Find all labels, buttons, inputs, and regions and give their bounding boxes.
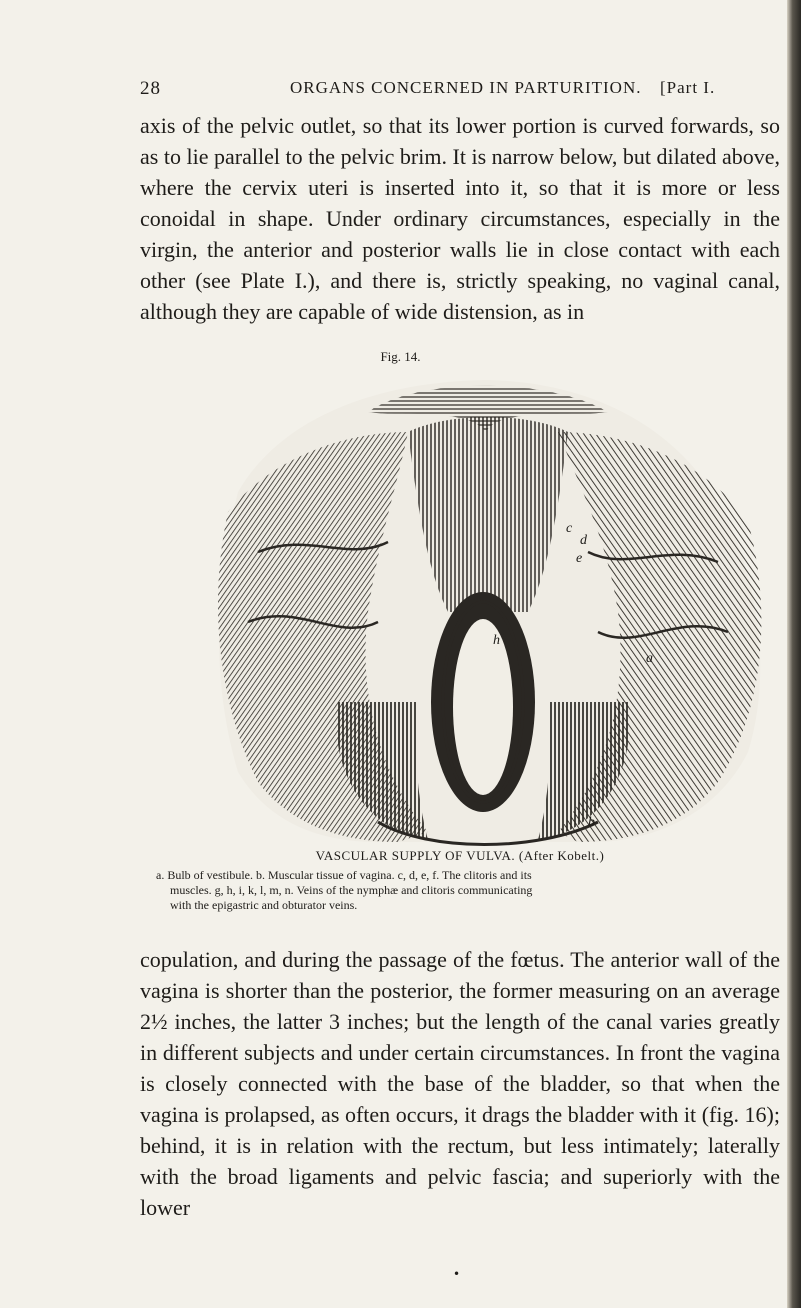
paragraph-bottom: copulation, and during the passage of the fœtus. The anterior wall of the vagina is shorter than the posterior, the former measuring on an average 2½ inches, the latter 3 inches; but the length of the canal varies greatly in different subjects and under certain circumstances. In front the vagina is closely connected with the base of the bladder, so that when the vagina is prolapsed, as often occurs, it drags the bladder with it (fig. 16); behind, it is in relation with the rectum, but less intimately; laterally with the broad ligaments and pelvic fascia; and superiorly with the lower (140, 947, 780, 1220)
caption-line-2: muscles. g, h, i, k, l, m, n. Veins of the nymphæ and clitoris communicating (170, 883, 533, 897)
label-d: d (580, 533, 587, 548)
figure-label: Fig. 14. (380, 349, 421, 364)
page-number: 28 (140, 78, 161, 99)
footer-mark: • (453, 1267, 461, 1281)
part-label: [Part I. (660, 78, 716, 97)
label-c: c (566, 521, 573, 536)
caption-line-3: with the epigastric and obturator veins. (170, 898, 358, 912)
page-header (140, 78, 780, 102)
paragraph-top: axis of the pelvic outlet, so that its lower portion is curved forwards, so as to lie parallel to the pelvic brim. It is narrow below, but dilated above, where the cervix uteri is inserted into it, so that it is more or less conoidal in shape. Under ordinary circumstances, especially in the virgin, the anterior and posterior walls lie in close contact with each other (see Plate I.), and there is, strictly speaking, no vaginal canal, although they are capable of wide distension, as in (140, 113, 780, 324)
caption-line-1: a. Bulb of vestibule. b. Muscular tissue of vagina. c, d, e, f. The clitoris and its (156, 868, 532, 882)
vulva-vascular-engraving (198, 372, 774, 852)
label-h: h (493, 633, 500, 648)
figure-caption-title: VASCULAR SUPPLY OF VULVA. (After Kobelt.) (315, 848, 605, 863)
label-b: b (588, 815, 595, 830)
anatomical-illustration (198, 372, 774, 852)
label-a: a (646, 651, 653, 666)
label-e: e (576, 551, 583, 566)
page-edge (787, 0, 801, 1308)
body-text-bottom (140, 944, 780, 1223)
figure-caption (156, 868, 766, 913)
body-text-top (140, 110, 780, 327)
running-title: ORGANS CONCERNED IN PARTURITION. (290, 78, 642, 97)
